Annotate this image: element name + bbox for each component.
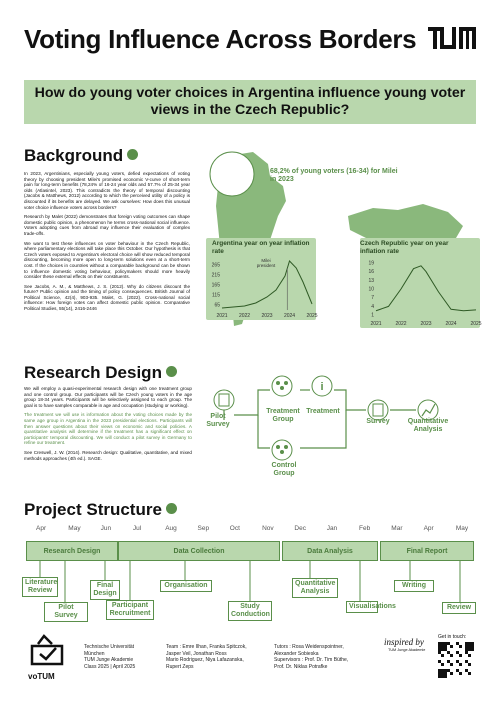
treatment-label: Treatment [306,408,340,415]
month-label: Jan [326,525,338,532]
research-design-heading: Research Design [24,363,177,383]
x-tick-label: 2021 [216,313,228,319]
y-tick-label: 4 [371,303,374,310]
qr-module [441,654,444,657]
qr-module [465,651,468,654]
qr-module [444,648,447,651]
task-visualisations: Visualisations [346,601,378,613]
qr-module [447,669,450,672]
y-tick-label: 265 [211,262,220,269]
month-label: Oct [229,525,240,532]
y-tick-label: 165 [211,282,220,289]
footer-team: Team : Emre Ilhan, Franka Spitczok, Jasper Veil, Jonathan Ross Mario Rodriguez, Niya Lafazanska, Rupert Zeps [166,644,247,670]
qr-module [447,642,450,645]
qr-module [441,672,444,675]
project-structure-heading: Project Structure [24,500,177,520]
phase-final-report: Final Report [380,541,474,561]
qr-module [444,645,447,648]
research-p2: The treatment we will use is information about the voting choices made by the same age group in Argentina in the 2023 presidential elections. Participants will then answer questions about their views on economic and social policies. A quantitative analysis will determine if the treatment has a significant effect on participants' temporal discounting. We will conduct a pilot survey in Germany to refine our treatment. [24,412,192,446]
qr-module [471,642,474,645]
qr-module [447,651,450,654]
qr-module [465,642,468,645]
month-label: Apr [423,525,434,532]
y-tick-label: 215 [211,272,220,279]
qr-module [441,675,444,678]
month-label: May [68,525,81,532]
tum-logo [428,27,476,49]
qr-module [441,648,444,651]
qr-module [465,645,468,648]
qr-module [459,672,462,675]
background-p3: We want to test these influences on voter behaviour in the Czech Republic, where parliamentary elections will take place this October. Our hypothesis is that Czech voters exposed to Argentina's electoral choice will show reduced temporal discounting, becoming more open to long-term solutions even at a short-term cost. If the choices in countries without a comparable background can be shown to influence domestic voting behaviour, policymakers should more heavily consider these external effects on their constituents. [24,240,190,280]
background-p2: Research by Malet (2022) demonstrates that foreign voting outcomes can shape domestic public opinion, a phenomenon he terms cross-national social influence. Voters adopting cues from abroad may influence their evaluation of complex trade-offs. [24,214,190,236]
x-tick-label: 2022 [395,321,407,327]
month-label: Jul [132,525,142,532]
votum-brand: voTUM [28,672,55,681]
qr-module [468,672,471,675]
survey-node [368,400,388,420]
task-writing: Writing [394,580,434,592]
x-tick-label: 2024 [283,313,296,319]
task-review: Review [442,602,476,614]
qr-module [456,669,459,672]
argentina-chart-title: Argentina year on year inflation rate [212,240,310,255]
milei-stat: 68,2% of young voters (16-34) for Milei in 2023 [270,168,398,183]
analysis-node [418,400,438,420]
footer-tutors: Tutors : Rosa Weidenspointner, Alexander Sobieska Supervisors : Prof. Dr. Tim Büthe, Prof. Dr. Niklas Potrafke [274,644,349,670]
qr-module [438,645,441,648]
y-tick-label: 65 [214,302,220,309]
month-label: Mar [391,525,403,532]
control-group-label: Control Group [271,462,297,477]
month-label: Aug [165,525,177,532]
research-ref: See Creswell, J. W. (2014). Research design: Qualitative, quantitative, and mixed methods approaches (4th ed.). SAGE. [24,449,192,461]
month-label: Jun [100,525,112,532]
qr-module [468,642,471,645]
qr-module [444,672,447,675]
milei-president-label: Milei president [256,258,276,268]
get-in-touch: Get in touch: [438,634,467,640]
poster-title: Voting Influence Across Borders [24,24,417,54]
y-tick-label: 19 [368,260,374,267]
qr-module [465,669,468,672]
x-tick-label: 2022 [238,313,251,319]
survey-label: Survey [366,418,390,425]
qr-module [471,645,474,648]
qr-module [456,660,459,663]
qr-module [438,672,441,675]
qr-module [438,648,441,651]
x-tick-label: 2024 [445,321,457,327]
task-organisation: Organisation [160,580,212,592]
qr-module [468,663,471,666]
month-label: May [455,525,469,532]
task-study-conduction: Study Conduction [228,601,272,621]
qr-module [444,669,447,672]
task-participant-recruitment: Participant Recruitment [106,600,154,620]
qr-module [450,645,453,648]
qr-module [441,663,444,666]
task-quantitative-analysis: Quantitative Analysis [292,578,338,598]
x-tick-label: 2021 [370,321,382,327]
research-question: How do young voter choices in Argentina influence young voter views in the Czech Republic? [24,80,476,124]
qr-module [468,654,471,657]
qr-module [465,648,468,651]
qr-module [471,648,474,651]
background-refs: See Jacobs, A. M., & Matthews, J. S. (2012). Why do citizens discount the future? Public opinion and the timing of policy consequences. British Journal of Political Science, 42(4), 903-935. Malet, G. (2022). Cross-national social influence: How foreign votes can affect domestic public opinion. Comparative Political Studies, 55(14), 2416-2446 [24,283,190,312]
qr-module [450,654,453,657]
qr-module [468,648,471,651]
analysis-label: Quantitative Analysis [407,418,449,433]
research-text [24,386,192,465]
footer-university: Technische Universität München TUM Junge Akademie Class 2025 | April 2025 [84,644,136,670]
y-tick-label: 115 [212,292,220,299]
x-tick-label: 2023 [420,321,432,327]
qr-module [441,645,444,648]
qr-module [444,675,447,678]
qr-module [447,660,450,663]
y-tick-label: 16 [368,269,374,276]
qr-module [444,642,447,645]
qr-module [438,642,441,645]
month-label: Apr [36,525,47,532]
qr-module [456,642,459,645]
month-label: Feb [359,525,371,532]
x-tick-label: 2025 [306,313,318,319]
qr-code-icon[interactable] [438,642,474,678]
task-literature-review: Literature Review [22,577,58,597]
background-p1: In 2023, Argentinians, especially young voters, defied expectations of voting theory by choosing president Milei's promised economic V-curve of short-term pain for long-term benefits (78,24% of 16-24 year olds and 57.7% of 25-34 year olds (Atlasintel, 2023). This contradicts the theory of temporal discounting (Jacobs & Matthews, 2012) according to which the perceived utility of a policy is discounted if its benefits are delayed. We ask ourselves: How does this unusual voter choice influence voters across borders? [24,171,190,210]
y-tick-label: 1 [371,312,374,319]
phase-research-design: Research Design [26,541,118,561]
qr-module [450,672,453,675]
x-tick-label: 2025 [470,321,482,327]
pilot-survey-node [214,390,234,410]
task-pilot-survey: Pilot Survey [44,602,88,622]
info-icon: i [320,381,324,393]
qr-module [465,660,468,663]
research-p1: We will employ a quasi-experimental research design with one treatment group and one control group. Our participants will be Czech young voters in the age group 18-34 years. Participants will be selectively assigned to each group. The goal is to have samples comparable in age and occupation (studying or working). [24,386,192,408]
treatment-group-label: Treatment Group [266,408,300,423]
qr-module [438,651,441,654]
month-label: Nov [262,525,274,532]
background-text [24,171,190,316]
qr-module [438,660,441,663]
y-tick-label: 7 [371,295,374,302]
task-final-design: Final Design [90,580,120,600]
phase-data-collection: Data Collection [118,541,280,561]
background-heading: Background [24,146,138,166]
qr-module [459,645,462,648]
qr-module [438,669,441,672]
month-label: Dec [294,525,306,532]
month-label: Sep [197,525,210,532]
phase-data-analysis: Data Analysis [282,541,378,561]
y-tick-label: 10 [368,286,374,293]
y-tick-label: 13 [368,277,374,284]
qr-module [438,675,441,678]
x-tick-label: 2023 [261,313,273,319]
qr-module [459,663,462,666]
qr-module [450,663,453,666]
czech-chart-title: Czech Republic year on year inflation rate [360,240,449,255]
pilot-survey-label: Pilot Survey [206,413,230,428]
qr-module [441,642,444,645]
qr-module [459,654,462,657]
inspired-by-sub: TUM Junge Akademie [388,648,426,652]
qr-module [468,645,471,648]
qr-module [441,669,444,672]
qr-module [456,651,459,654]
inspired-by: inspired by [384,637,424,647]
